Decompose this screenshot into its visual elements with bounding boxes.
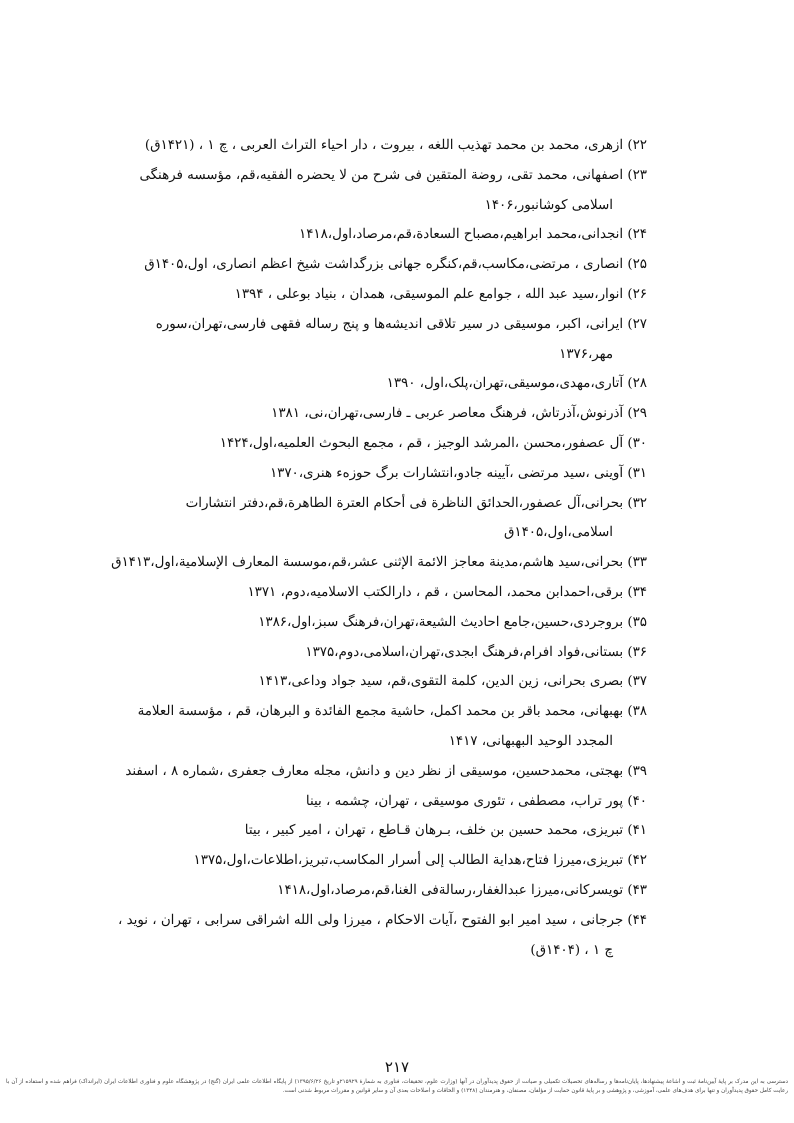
reference-item [97,250,647,280]
reference-item [97,846,647,876]
reference-line: ۳۶) بستانی،فواد افرام،فرهنگ ابجدی،تهران،اسلامی،دوم،۱۳۷۵ [305,644,647,660]
reference-line: ۴۱) تبریزی، محمد حسین بن خلف، بـرهان قـاطع ، تهران ، امیر کبیر ، بیتا [244,823,647,839]
reference-item [97,369,647,399]
reference-item [97,697,647,757]
reference-line-continuation: مهر،۱۳۷۶ [559,346,613,362]
reference-line-continuation: اسلامی،اول،۱۴۰۵ق [504,525,613,541]
reference-line: ۲۲) ازهری، محمد بن محمد تهذیب اللغه ، بیروت ، دار احیاء التراث العربی ، چ ۱ ، (۱۴۲۱ق) [144,138,647,153]
reference-line: ۲۹) آذرنوش،آذرتاش، فرهنگ معاصر عربی ـ فارسی،تهران،نی، ۱۳۸۱ [271,406,647,422]
reference-item [97,310,647,370]
reference-line: ۳۲) بحرانی،آل عصفور،الحدائق الناظرة فی أحکام العترة الطاهرة،قم،دفتر انتشارات [185,495,647,511]
footer-copyright-note: دسترسی به این مدرک بر پایهٔ آیین‌نامهٔ ثبت و اشاعهٔ پیشنهادها، پایان‌نامه‌ها و رساله‌های تحصیلات تکمیلی و صیانت از حقوق پدیدآوران در آنها (وزارت علوم، تحقیقات، فناوری به شمارهٔ ۲۱۵۹۲۹و تاریخ ۱۳۹۵/۶/۲۶) از پایگاه اطلاعات علمی ایران (گنج) در پژوهشگاه علوم و فناوری اطلاعات ایران (ایرانداک) فراهم شده و استفاده از آن با رعایت کامل حقوق پدیدآوران و تنها برای هدف‌های علمی، آموزشی، و پژوهشی و بر پایهٔ قانون حمایت از مؤلفان، مصنفان، و هنرمندان (۱۳۴۸) و الحاقات و اصلاحات بعدی آن و سایر قوانین و مقررات مربوط شدنی است. [6,1079,789,1094]
reference-line: ۲۵) انصاری ، مرتضی،مکاسب،قم،کنگره جهانی بزرگداشت شیخ اعظم انصاری، اول،۱۴۰۵ق [144,257,647,273]
reference-line: ۳۰) آل عصفور،محسن ،المرشد الوجیز ، قم ، مجمع البحوث العلمیه،اول،۱۴۲۴ [219,435,647,451]
reference-item [97,816,647,846]
reference-item [97,876,647,906]
reference-line: ۲۷) ایرانی، اکبر، موسیقی در سیر تلاقی اندیشه‌ها و پنج رساله فقهی فارسی،تهران،سوره [155,316,647,332]
reference-line: ۴۰) پور تراب، مصطفی ، تئوری موسیقی ، تهران، چشمه ، بینا [305,793,647,809]
reference-line: ۳۱) آوینی ،سید مرتضی ،آیینه جادو،انتشارات برگ حوزه‌ء هنری،۱۳۷۰ [269,465,647,481]
reference-item [97,131,647,161]
reference-item [97,667,647,697]
page-number: ۲۱۷ [384,1058,410,1076]
reference-line: ۴۳) تویسرکانی،میرزا عبدالغفار،رسالةفی الغنا،قم،مرصاد،اول،۱۴۱۸ [277,882,647,898]
reference-line: ۳۴) برقی،احمدابن محمد، المحاسن ، قم ، دارالکتب الاسلامیه،دوم، ۱۳۷۱ [247,584,647,600]
reference-item [97,399,647,429]
reference-item [97,787,647,817]
reference-line: ۲۶) انوار،سید عبد الله ، جوامع علم الموسیقی، همدان ، بنیاد بوعلی ، ۱۳۹۴ [234,286,647,302]
reference-line: ۲۸) آتاری،مهدی،موسیقی،تهران،پلک،اول، ۱۳۹۰ [386,376,647,392]
reference-line: ۳۹) بهجتی، محمدحسین، موسیقی از نظر دین و دانش، مجله معارف جعفری ،شماره ۸ ، اسفند [125,763,647,779]
reference-item [97,220,647,250]
reference-line-continuation: اسلامی کوشانبور،۱۴۰۶ [484,197,613,213]
reference-item [97,459,647,489]
reference-item [97,638,647,668]
reference-item [97,578,647,608]
reference-item [97,429,647,459]
reference-line: ۲۳) اصفهانی، محمد تقی، روضة المتقین فی شرح من لا یحضره الفقیه،قم، مؤسسه فرهنگی [139,167,647,183]
reference-item [97,489,647,549]
reference-item [97,548,647,578]
reference-list [97,131,647,965]
reference-item [97,757,647,787]
reference-line: ۳۷) بصری بحرانی، زین الدین، کلمة التقوی،قم، سید جواد وداعی،۱۴۱۳ [258,674,647,690]
reference-line: ۲۴) انجدانی،محمد ابراهیم،مصباح السعادة،قم،مرصاد،اول،۱۴۱۸ [299,227,647,243]
reference-line: ۳۵) بروجردی،حسین،جامع احادیث الشیعة،تهران،فرهنگ سبز،اول،۱۳۸۶ [258,614,647,630]
reference-item [97,280,647,310]
reference-item [97,161,647,221]
reference-item [97,906,647,966]
reference-line-continuation: چ ۱ ، (۱۴۰۴ق) [530,942,613,958]
reference-line: ۳۳) بحرانی،سید هاشم،مدینة معاجز الائمة الإثنی عشر،قم،موسسة المعارف الإسلامیة،اول،۱۴۱۳ق [111,555,647,571]
reference-item [97,608,647,638]
reference-line: ۴۴) جرجانی ، سید امیر ابو الفتوح ،آیات الاحکام ، میرزا ولی الله اشراقی سرابی ، تهران ، نوید ، [118,912,647,928]
reference-line: ۳۸) بهبهانی، محمد باقر بن محمد اکمل، حاشیة مجمع الفائدة و البرهان، قم ، مؤسسة العلامة [137,704,647,720]
reference-line: ۴۲) تبریزی،میرزا فتاح،هدایة الطالب إلی أسرار المکاسب،تبریز،اطلاعات،اول،۱۳۷۵ [193,853,647,869]
reference-line-continuation: المجدد الوحید البهبهانی، ۱۴۱۷ [448,733,613,749]
